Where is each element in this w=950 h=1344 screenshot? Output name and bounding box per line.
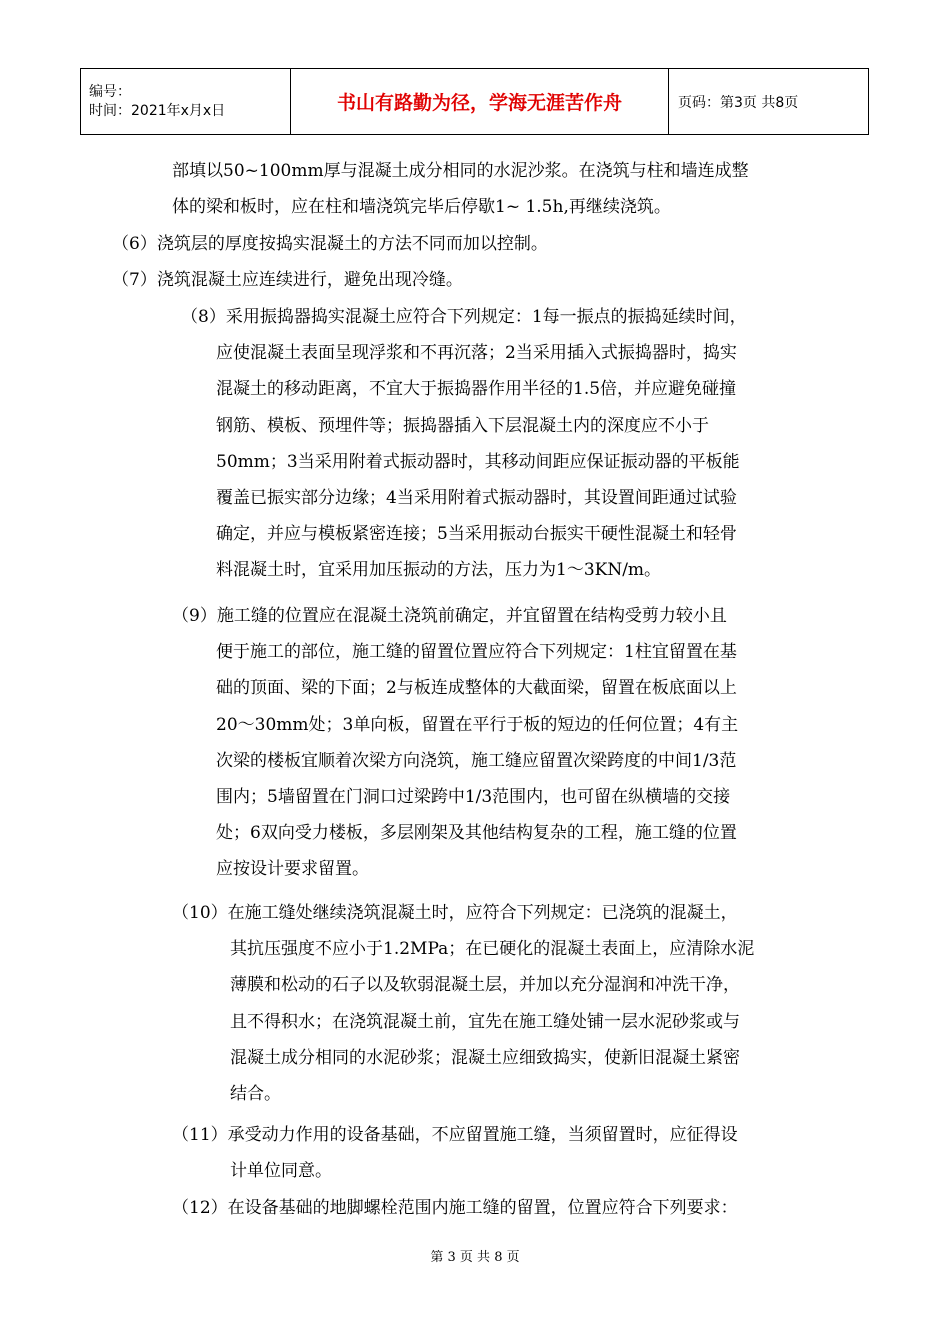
text-line: 处；6双向受力楼板，多层刚架及其他结构复杂的工程，施工缝的位置 xyxy=(216,823,737,844)
text-line: 钢筋、模板、预埋件等；振捣器插入下层混凝土内的深度应不小于 xyxy=(216,415,709,436)
text-line: 且不得积水；在浇筑混凝土前，宜先在施工缝处铺一层水泥砂浆或与 xyxy=(230,1011,740,1032)
paragraph-item-8 xyxy=(181,299,806,589)
paragraph-item-10 xyxy=(172,895,812,1112)
document-date: 时间：2021年x月x日 xyxy=(89,102,226,119)
text-line: （6）浇筑层的厚度按捣实混凝土的方法不同而加以控制。 xyxy=(112,234,548,254)
text-line: 混凝土的移动距离，不宜大于振捣器作用半径的1.5倍，并应避免碰撞 xyxy=(216,379,737,400)
text-line: 部填以50~100mm厚与混凝土成分相同的水泥沙浆。在浇筑与柱和墙连成整 xyxy=(172,161,749,181)
text-line: 覆盖已振实部分边缘；4当采用附着式振动器时，其设置间距通过试验 xyxy=(216,488,737,509)
paragraph-item-7 xyxy=(112,262,812,298)
document-number-label: 编号： xyxy=(89,83,131,100)
text-line: 次梁的楼板宜顺着次梁方向浇筑，施工缝应留置次梁跨度的中间1/3范 xyxy=(216,750,737,771)
paragraph-item-9 xyxy=(172,598,812,888)
page-footer: 第 3 页 共 8 页 xyxy=(430,1250,520,1265)
paragraph-item-6 xyxy=(112,226,812,262)
text-line: （8）采用振捣器捣实混凝土应符合下列规定：1每一振点的振捣延续时间， xyxy=(181,307,747,327)
text-line: 料混凝土时，宜采用加压振动的方法，压力为1～3KN/m。 xyxy=(216,560,662,581)
text-line: 其抗压强度不应小于1.2MPa；在已硬化的混凝土表面上，应清除水泥 xyxy=(230,939,755,960)
page-header xyxy=(80,68,869,135)
paragraph-item-11 xyxy=(172,1117,812,1189)
text-line: （10）在施工缝处继续浇筑混凝土时，应符合下列规定：已浇筑的混凝土， xyxy=(172,903,738,923)
text-line: 应按设计要求留置。 xyxy=(216,859,369,880)
text-line: 50mm；3当采用附着式振动器时，其移动间距应保证振动器的平板能 xyxy=(216,451,740,472)
text-line: 计单位同意。 xyxy=(230,1161,332,1182)
text-line: 20～30mm处；3单向板，留置在平行于板的短边的任何位置；4有主 xyxy=(216,714,739,735)
header-motto: 书山有路勤为径，学海无涯苦作舟 xyxy=(291,69,669,135)
header-meta xyxy=(81,69,291,135)
text-line: （11）承受动力作用的设备基础，不应留置施工缝，当须留置时，应征得设 xyxy=(172,1125,738,1145)
text-line: 确定，并应与模板紧密连接；5当采用振动台振实干硬性混凝土和轻骨 xyxy=(216,524,737,545)
text-line: 体的梁和板时，应在柱和墙浇筑完毕后停歇1~ 1.5h,再继续浇筑。 xyxy=(172,197,671,218)
text-line: 结合。 xyxy=(230,1084,281,1105)
text-line: 围内；5墙留置在门洞口过梁跨中1/3范围内，也可留在纵横墙的交接 xyxy=(216,787,731,808)
text-line: 础的顶面、梁的下面；2与板连成整体的大截面梁，留置在板底面以上 xyxy=(216,678,737,699)
text-line: （9）施工缝的位置应在混凝土浇筑前确定，并宜留置在结构受剪力较小且 xyxy=(172,606,727,626)
header-page-number: 页码：第3页 共8页 xyxy=(669,69,869,135)
text-line: 应使混凝土表面呈现浮浆和不再沉落；2当采用插入式振捣器时，捣实 xyxy=(216,343,737,364)
text-line: 薄膜和松动的石子以及软弱混凝土层，并加以充分湿润和冲洗干净， xyxy=(230,975,740,996)
text-line: 混凝土成分相同的水泥砂浆；混凝土应细致捣实，使新旧混凝土紧密 xyxy=(230,1047,740,1068)
text-line: （12）在设备基础的地脚螺栓范围内施工缝的留置，位置应符合下列要求： xyxy=(172,1198,738,1218)
paragraph-continuation xyxy=(172,153,812,225)
text-line: （7）浇筑混凝土应连续进行，避免出现冷缝。 xyxy=(112,270,463,290)
paragraph-item-12 xyxy=(172,1190,812,1226)
text-line: 便于施工的部位，施工缝的留置位置应符合下列规定：1柱宜留置在基 xyxy=(216,642,737,663)
